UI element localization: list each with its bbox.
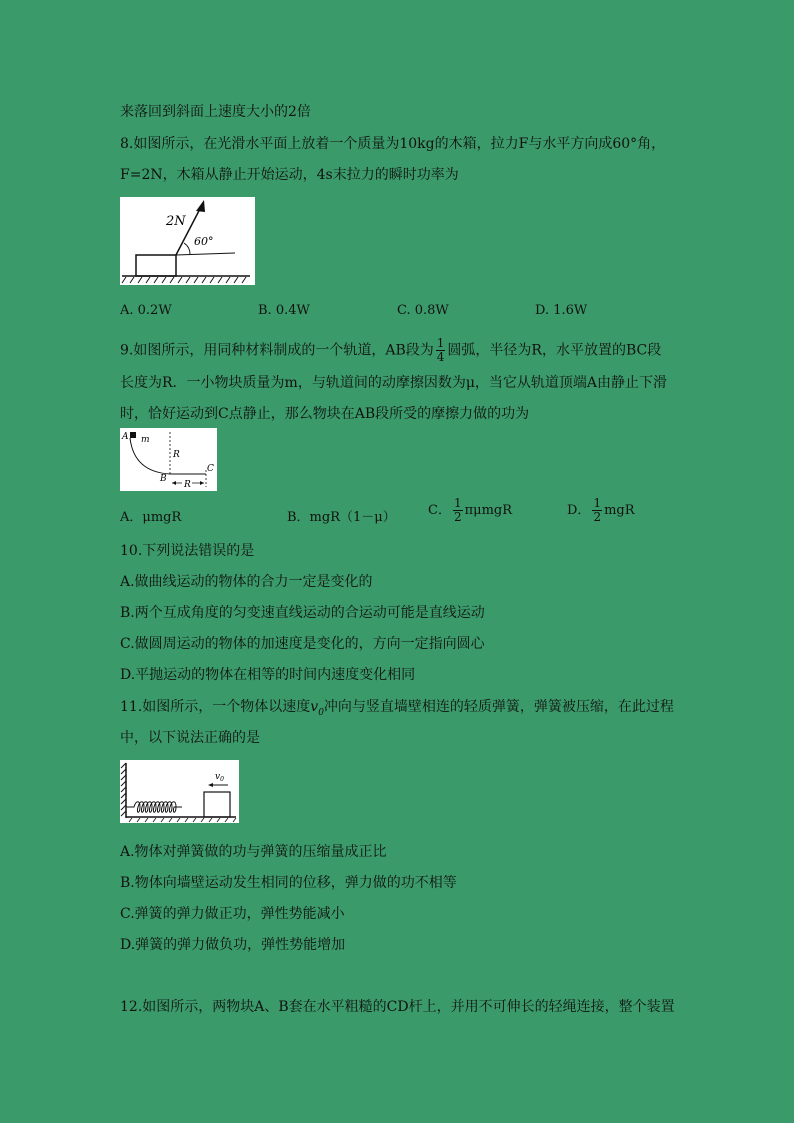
angle-label: 60° bbox=[194, 235, 214, 248]
q9-option-d-text: mgR bbox=[604, 503, 635, 518]
velocity-base: v bbox=[310, 699, 319, 715]
fraction-den: 4 bbox=[436, 350, 445, 364]
q11-option-b: B.物体向墙壁运动发生相同的位移，弹力做的功不相等 bbox=[120, 875, 457, 891]
q8-option-c: C. 0.8W bbox=[397, 303, 449, 318]
q10-option-d: D.平抛运动的物体在相等的时间内速度变化相同 bbox=[120, 667, 416, 683]
question-12: 12.如图所示，两物块A、B套在水平粗糙的CD杆上，并用不可伸长的轻绳连接，整个装置 bbox=[120, 999, 675, 1015]
q9-option-d-label: D． bbox=[567, 503, 591, 518]
velocity-label-sub: 0 bbox=[220, 776, 224, 783]
question-8-line-2: F=2N，木箱从静止开始运动，4s末拉力的瞬时功率为 bbox=[120, 167, 459, 183]
q9-option-c-label: C． bbox=[428, 503, 451, 518]
q11-option-c: C.弹簧的弹力做正功，弹性势能减小 bbox=[120, 906, 345, 922]
question-11-line-1 bbox=[120, 698, 674, 722]
fraction-half bbox=[453, 497, 463, 524]
q8-option-a: A. 0.2W bbox=[120, 303, 172, 318]
fraction-den: 2 bbox=[453, 510, 462, 524]
fraction-quarter bbox=[436, 337, 446, 364]
question-9-line-2: 长度为R．一小物块质量为m，与轨道间的动摩擦因数为μ，当它从轨道顶端A由静止下滑 bbox=[120, 375, 668, 391]
mass-label: m bbox=[141, 435, 150, 445]
q9-option-c-text: πμmgR bbox=[464, 503, 513, 518]
radius-horizontal-label: R bbox=[184, 480, 191, 490]
force-label: 2N bbox=[166, 214, 186, 229]
question-9-line-3: 时，恰好运动到C点静止，那么物块在AB段所受的摩擦力做的功为 bbox=[120, 406, 530, 422]
q9-option-b: B．mgR（1－μ） bbox=[287, 510, 396, 525]
point-a-label: A bbox=[122, 432, 129, 442]
fraction-half bbox=[592, 497, 602, 524]
velocity-symbol bbox=[310, 699, 324, 718]
q10-option-a: A.做曲线运动的物体的合力一定是变化的 bbox=[120, 574, 373, 590]
fraction-num: 1 bbox=[593, 496, 602, 510]
point-c-label: C bbox=[207, 464, 214, 474]
q10-option-b: B.两个互成角度的匀变速直线运动的合运动可能是直线运动 bbox=[120, 605, 485, 621]
q8-option-d: D. 1.6W bbox=[535, 303, 588, 318]
q9-option-c bbox=[428, 497, 512, 524]
velocity-label bbox=[215, 772, 224, 783]
question-9-line-1 bbox=[120, 337, 661, 364]
fraction-num: 1 bbox=[453, 496, 462, 510]
question-8-line-1: 8.如图所示，在光滑水平面上放着一个质量为10kg的木箱，拉力F与水平方向成60°角， bbox=[120, 136, 666, 152]
q11-option-d: D.弹簧的弹力做负功，弹性势能增加 bbox=[120, 937, 346, 953]
question-9-figure bbox=[120, 428, 217, 491]
question-11-figure bbox=[120, 760, 239, 823]
point-b-label: B bbox=[160, 474, 167, 484]
question-10: 10.下列说法错误的是 bbox=[120, 543, 255, 559]
q11-option-a: A.物体对弹簧做的功与弹簧的压缩量成正比 bbox=[120, 844, 387, 860]
velocity-label-base: v bbox=[215, 772, 221, 782]
question-8-figure bbox=[120, 197, 255, 285]
q8-option-b: B. 0.4W bbox=[258, 303, 310, 318]
velocity-subscript: 0 bbox=[318, 707, 324, 718]
q9-text-post: 圆弧，半径为R，水平放置的BC段 bbox=[447, 342, 662, 359]
radius-vertical-label: R bbox=[173, 450, 180, 460]
q9-option-a: A．μmgR bbox=[120, 510, 182, 525]
fraction-den: 2 bbox=[593, 510, 602, 524]
q10-option-c: C.做圆周运动的物体的加速度是变化的，方向一定指向圆心 bbox=[120, 636, 485, 652]
q11-text-pre: 11.如图所示，一个物体以速度 bbox=[120, 699, 311, 715]
q11-text-post: 冲向与竖直墙壁相连的轻质弹簧，弹簧被压缩，在此过程 bbox=[323, 699, 674, 715]
q9-text-pre: 9.如图所示，用同种材料制成的一个轨道，AB段为 bbox=[120, 342, 434, 359]
q9-option-d bbox=[567, 497, 635, 524]
question-11-line-2: 中，以下说法正确的是 bbox=[120, 730, 260, 746]
text-line-0: 来落回到斜面上速度大小的2倍 bbox=[120, 104, 311, 120]
fraction-num: 1 bbox=[436, 336, 445, 350]
